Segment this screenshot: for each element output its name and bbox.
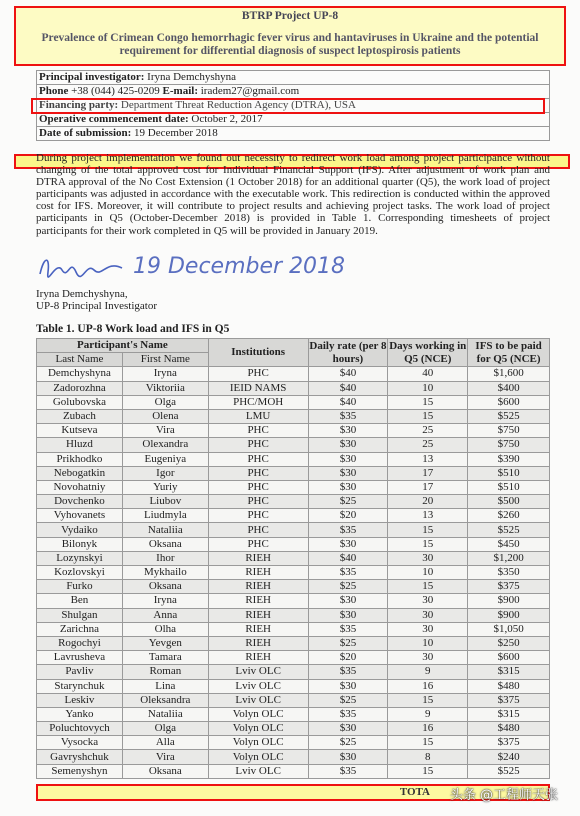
cell-last-name: Bilonyk [37,537,123,551]
table-row [37,551,550,565]
table-row [37,679,550,693]
cell-daily-rate: $30 [308,424,388,438]
table-row [37,722,550,736]
cell-institution: PHC/MOH [208,395,308,409]
table-row [37,466,550,480]
cell-institution: RIEH [208,594,308,608]
cell-daily-rate: $35 [308,523,388,537]
signatory-name: Iryna Demchyshyna, [36,288,128,300]
cell-institution: Volyn OLC [208,707,308,721]
cell-institution: PHC [208,495,308,509]
table-row [37,608,550,622]
cell-last-name: Dovchenko [37,495,123,509]
cell-days: 20 [388,495,468,509]
table-row [37,764,550,778]
cell-days: 40 [388,367,468,381]
cell-first-name: Olena [122,409,208,423]
cell-institution: RIEH [208,636,308,650]
cell-first-name: Liudmyla [122,509,208,523]
financing-highlight [31,98,545,114]
cell-last-name: Lavrusheva [37,651,123,665]
cell-daily-rate: $25 [308,693,388,707]
pi-value: Iryna Demchyshyna [147,71,237,83]
cell-daily-rate: $30 [308,608,388,622]
cell-institution: PHC [208,438,308,452]
cell-institution: Lviv OLC [208,665,308,679]
cell-daily-rate: $40 [308,381,388,395]
table-row [37,452,550,466]
table-row [37,665,550,679]
cell-first-name: Nataliia [122,523,208,537]
table-row [37,409,550,423]
cell-ifs: $240 [468,750,550,764]
cell-last-name: Kozlovskyi [37,566,123,580]
cell-last-name: Pavliv [37,665,123,679]
table-body [37,367,550,778]
cell-daily-rate: $20 [308,509,388,523]
cell-days: 13 [388,452,468,466]
cell-last-name: Kutseva [37,424,123,438]
header-last-name: Last Name [37,353,123,367]
phone-value: +38 (044) 425-0209 [71,85,160,97]
cell-ifs: $510 [468,466,550,480]
cell-first-name: Yevgen [122,636,208,650]
cell-daily-rate: $30 [308,722,388,736]
cell-days: 15 [388,580,468,594]
cell-first-name: Olga [122,722,208,736]
cell-first-name: Ihor [122,551,208,565]
cell-days: 10 [388,381,468,395]
project-code: BTRP Project UP-8 [241,10,339,22]
table-row [37,622,550,636]
table-row [37,509,550,523]
cell-institution: PHC [208,452,308,466]
cell-last-name: Zadorozhna [37,381,123,395]
cell-institution: PHC [208,424,308,438]
workload-table [36,338,550,779]
cell-days: 9 [388,665,468,679]
cell-ifs: $900 [468,608,550,622]
cell-institution: RIEH [208,651,308,665]
table-row [37,438,550,452]
project-title: Prevalence of Crimean Congo hemorrhagic fever virus and hantaviruses in Ukraine and the potential requirement for differential diagnosis of suspect leptospirosis patients [41,32,539,57]
cell-daily-rate: $35 [308,665,388,679]
cell-ifs: $400 [468,381,550,395]
cell-ifs: $260 [468,509,550,523]
cell-daily-rate: $25 [308,736,388,750]
cell-institution: PHC [208,367,308,381]
cell-days: 15 [388,537,468,551]
cell-last-name: Poluchtovych [37,722,123,736]
cell-institution: Volyn OLC [208,736,308,750]
cell-institution: Volyn OLC [208,722,308,736]
cell-ifs: $1,600 [468,367,550,381]
cell-ifs: $1,050 [468,622,550,636]
cell-institution: RIEH [208,566,308,580]
cell-ifs: $525 [468,409,550,423]
header-institutions: Institutions [208,339,308,367]
cell-days: 10 [388,636,468,650]
handwritten-signature [36,252,345,282]
cell-first-name: Mykhailo [122,566,208,580]
cell-institution: RIEH [208,608,308,622]
cell-daily-rate: $30 [308,594,388,608]
cell-daily-rate: $25 [308,580,388,594]
table-row [37,707,550,721]
cell-daily-rate: $35 [308,764,388,778]
table-row [37,580,550,594]
cell-institution: PHC [208,509,308,523]
cell-last-name: Ben [37,594,123,608]
cell-institution: PHC [208,537,308,551]
cell-ifs: $480 [468,679,550,693]
cell-days: 15 [388,523,468,537]
cell-daily-rate: $30 [308,537,388,551]
cell-ifs: $750 [468,438,550,452]
table-row [37,750,550,764]
cell-days: 30 [388,594,468,608]
cell-daily-rate: $30 [308,466,388,480]
cell-ifs: $390 [468,452,550,466]
signature-scribble [36,252,126,282]
cell-last-name: Rogochyi [37,636,123,650]
cell-daily-rate: $30 [308,679,388,693]
cell-days: 30 [388,651,468,665]
header-days: Days working in Q5 (NCE) [388,339,468,367]
financing-label: Financing party: [39,99,119,111]
cell-days: 15 [388,764,468,778]
cell-daily-rate: $40 [308,551,388,565]
cell-ifs: $315 [468,707,550,721]
cell-daily-rate: $30 [308,438,388,452]
cell-last-name: Demchyshyna [37,367,123,381]
cell-first-name: Nataliia [122,707,208,721]
cell-first-name: Liubov [122,495,208,509]
cell-first-name: Oksana [122,537,208,551]
cell-ifs: $510 [468,480,550,494]
cell-last-name: Vydaiko [37,523,123,537]
cell-institution: RIEH [208,551,308,565]
table-row [37,636,550,650]
table-row [37,495,550,509]
cell-first-name: Igor [122,466,208,480]
submission-value: 19 December 2018 [134,127,218,139]
cell-days: 17 [388,466,468,480]
cell-institution: Lviv OLC [208,764,308,778]
cell-first-name: Lina [122,679,208,693]
cell-first-name: Iryna [122,367,208,381]
cell-days: 30 [388,608,468,622]
header-daily-rate: Daily rate (per 8 hours) [308,339,388,367]
cell-last-name: Prikhodko [37,452,123,466]
cell-days: 17 [388,480,468,494]
cell-first-name: Anna [122,608,208,622]
cell-last-name: Furko [37,580,123,594]
cell-last-name: Semenyshyn [37,764,123,778]
cell-ifs: $315 [468,665,550,679]
cell-first-name: Oleksandra [122,693,208,707]
cell-ifs: $375 [468,580,550,594]
cell-last-name: Hluzd [37,438,123,452]
cell-daily-rate: $35 [308,622,388,636]
cell-first-name: Vira [122,750,208,764]
cell-first-name: Roman [122,665,208,679]
cell-institution: RIEH [208,622,308,636]
cell-first-name: Oksana [122,764,208,778]
cell-days: 15 [388,736,468,750]
cell-daily-rate: $30 [308,452,388,466]
phone-label: Phone [39,85,69,97]
cell-last-name: Shulgan [37,608,123,622]
financing-value: Department Threat Reduction Agency (DTRA), USA [120,99,356,111]
cell-daily-rate: $35 [308,409,388,423]
body-paragraph: During project implementation we found out necessity to redirect work load among project participance without changing of the total approved cost for Individual Financial Support (IFS). After adjustment of work plan and DTRA approval of the No Cost Extension (1 October 2018) for an additional quarter (Q5), the work load of project participants was adjusted in accordance with the executable work. This redirection is conducted within the approved cost for IFS. Moreover, it will contribute to project results and achieving project tasks. The work load of project participants in Q5 (October-December 2018) is provided in Table 1. Corresponding timesheets of project participants for their work completed in Q5 will be provided in January 2019. [36,152,550,237]
header-participant: Participant's Name [37,339,209,353]
cell-first-name: Tamara [122,651,208,665]
cell-last-name: Yanko [37,707,123,721]
cell-ifs: $250 [468,636,550,650]
cell-institution: RIEH [208,580,308,594]
header-first-name: First Name [122,353,208,367]
cell-ifs: $600 [468,651,550,665]
cell-institution: PHC [208,480,308,494]
table-row [37,594,550,608]
cell-last-name: Lozynskyi [37,551,123,565]
cell-days: 25 [388,424,468,438]
cell-institution: IEID NAMS [208,381,308,395]
cell-first-name: Iryna [122,594,208,608]
table-row [37,395,550,409]
header-ifs: IFS to be paid for Q5 (NCE) [468,339,550,367]
cell-ifs: $375 [468,736,550,750]
cell-daily-rate: $25 [308,495,388,509]
cell-first-name: Olga [122,395,208,409]
table-row [37,381,550,395]
cell-days: 25 [388,438,468,452]
op-date-value: October 2, 2017 [191,113,263,125]
cell-institution: Lviv OLC [208,679,308,693]
op-date-label: Operative commencement date: [39,113,189,125]
table-row [37,367,550,381]
cell-ifs: $525 [468,523,550,537]
cell-last-name: Zarichna [37,622,123,636]
table-row [37,537,550,551]
submission-label: Date of submission: [39,127,132,139]
signatory-role: UP-8 Principal Investigator [36,300,157,312]
cell-institution: PHC [208,523,308,537]
cell-institution: Lviv OLC [208,693,308,707]
cell-ifs: $500 [468,495,550,509]
cell-days: 16 [388,679,468,693]
cell-daily-rate: $35 [308,707,388,721]
table-row [37,736,550,750]
cell-daily-rate: $20 [308,651,388,665]
table-row [37,566,550,580]
cell-daily-rate: $25 [308,636,388,650]
cell-days: 8 [388,750,468,764]
cell-institution: PHC [208,466,308,480]
table-row [37,693,550,707]
cell-ifs: $450 [468,537,550,551]
email-label: E-mail: [162,85,198,97]
cell-institution: LMU [208,409,308,423]
cell-last-name: Golubovska [37,395,123,409]
cell-last-name: Starynchuk [37,679,123,693]
cell-daily-rate: $40 [308,395,388,409]
cell-daily-rate: $40 [308,367,388,381]
cell-days: 30 [388,622,468,636]
table-row [37,480,550,494]
cell-daily-rate: $35 [308,566,388,580]
cell-days: 9 [388,707,468,721]
table-caption: Table 1. UP-8 Work load and IFS in Q5 [36,323,230,335]
cell-ifs: $750 [468,424,550,438]
cell-daily-rate: $30 [308,480,388,494]
cell-last-name: Gavryshchuk [37,750,123,764]
total-label: TOTA [399,786,430,798]
cell-last-name: Zubach [37,409,123,423]
cell-first-name: Eugeniya [122,452,208,466]
cell-days: 13 [388,509,468,523]
email-value: iradem27@gmail.com [200,85,300,97]
project-header-box [14,6,566,66]
watermark: 头条 @工程师天张 [449,788,558,803]
cell-days: 30 [388,551,468,565]
cell-ifs: $1,200 [468,551,550,565]
cell-daily-rate: $30 [308,750,388,764]
cell-last-name: Novohatniy [37,480,123,494]
pi-label: Principal investigator: [39,71,145,83]
cell-ifs: $525 [468,764,550,778]
signature-date: 19 December 2018 [133,254,346,279]
cell-last-name: Nebogatkin [37,466,123,480]
cell-first-name: Vira [122,424,208,438]
table-row [37,424,550,438]
cell-ifs: $480 [468,722,550,736]
cell-institution: Volyn OLC [208,750,308,764]
cell-ifs: $350 [468,566,550,580]
cell-first-name: Alla [122,736,208,750]
cell-ifs: $375 [468,693,550,707]
cell-first-name: Olexandra [122,438,208,452]
cell-last-name: Vysocka [37,736,123,750]
cell-first-name: Oksana [122,580,208,594]
cell-first-name: Yuriy [122,480,208,494]
cell-ifs: $600 [468,395,550,409]
cell-ifs: $900 [468,594,550,608]
cell-days: 16 [388,722,468,736]
cell-days: 15 [388,693,468,707]
cell-first-name: Olha [122,622,208,636]
cell-days: 10 [388,566,468,580]
cell-days: 15 [388,395,468,409]
cell-last-name: Vyhovanets [37,509,123,523]
cell-last-name: Leskiv [37,693,123,707]
table-row [37,523,550,537]
signatory [36,288,157,312]
cell-first-name: Viktoriia [122,381,208,395]
cell-days: 15 [388,409,468,423]
table-row [37,651,550,665]
